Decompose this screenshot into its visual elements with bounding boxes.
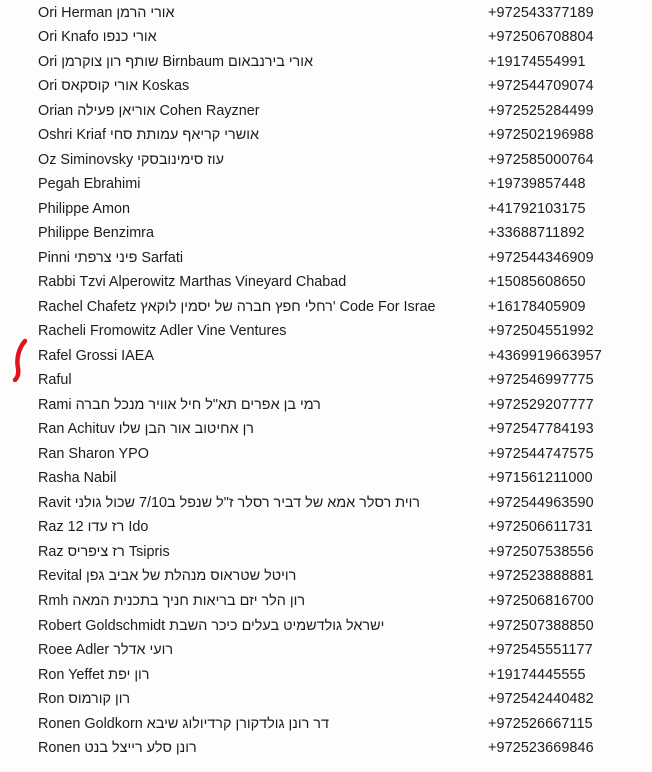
contact-phone: +15085608650	[488, 274, 586, 291]
contact-name: Ori שותף רון צוקרמן Birnbaum אורי בירנבאום	[38, 53, 314, 70]
contact-name: Ori Knafo אורי כנפו	[38, 29, 157, 46]
contact-phone: +972504551992	[488, 323, 594, 340]
contact-name: Racheli Fromowitz Adler Vine Ventures	[38, 323, 287, 340]
contact-name: Ori אורי קוסקאס Koskas	[38, 78, 190, 95]
contact-name: Rami רמי בן אפרים תא"ל חיל אוויר מנכל חברה	[38, 396, 321, 413]
contact-name: Roee Adler רועי אדלר	[38, 642, 174, 659]
contact-phone: +972585000764	[488, 151, 594, 168]
contact-phone: +972506611731	[488, 519, 593, 536]
contact-row	[0, 663, 652, 688]
contact-name: Robert Goldschmidt ישראל גולדשמיט בעלים כיכר השבת	[38, 617, 385, 634]
contact-row	[0, 344, 652, 369]
contact-phone: +972547784193	[488, 421, 594, 438]
contact-name: Rabbi Tzvi Alperowitz Marthas Vineyard Chabad	[38, 274, 347, 291]
contact-phone: +972526667115	[488, 715, 593, 732]
contact-name: Raful	[38, 372, 72, 389]
contact-phone: +4369919663957	[488, 347, 602, 364]
contact-row	[0, 564, 652, 589]
contact-row	[0, 736, 652, 761]
contact-row	[0, 442, 652, 467]
contact-phone: +19174445555	[488, 666, 586, 683]
contact-row	[0, 270, 652, 295]
contact-phone: +972523669846	[488, 740, 594, 757]
contact-phone: +19174554991	[488, 53, 586, 70]
contact-phone: +972525284499	[488, 102, 594, 119]
contact-row	[0, 515, 652, 540]
contact-name: Ron Yeffet רון יפת	[38, 666, 150, 683]
contact-name: Ran Sharon YPO	[38, 445, 149, 462]
contact-name: Ravit רוית רסלר אמא של דביר רסלר ז"ל שנפל ב7/10 שכול גולני	[38, 494, 420, 511]
contact-name: Ron רון קורמוס	[38, 691, 131, 708]
contact-row	[0, 295, 652, 320]
contact-row	[0, 368, 652, 393]
red-annotation-mark	[10, 338, 30, 382]
contact-name: Rmh רון הלר יזם בריאות חניך בתכנית המאה	[38, 592, 306, 609]
contact-name: Pinni פיני צרפתי Sarfati	[38, 249, 184, 266]
contact-name: Orian אוריאן פעילה Cohen Rayzner	[38, 102, 260, 119]
contact-row	[0, 99, 652, 124]
contact-name: Raz רז ציפריס Tsipris	[38, 543, 170, 560]
contact-name: Ran Achituv רן אחיטוב אור הבן שלו	[38, 421, 254, 438]
contact-row	[0, 614, 652, 639]
contact-row	[0, 221, 652, 246]
contact-name: Rasha Nabil	[38, 470, 117, 487]
contact-phone: +972544709074	[488, 78, 594, 95]
contact-row	[0, 712, 652, 737]
contact-name: Rafel Grossi IAEA	[38, 347, 154, 364]
contact-row	[0, 74, 652, 99]
contact-row	[0, 540, 652, 565]
contact-phone: +972543377189	[488, 4, 594, 21]
contact-row	[0, 246, 652, 271]
contact-name: Ronen רונן סלע רייצל בנט	[38, 740, 197, 757]
contact-row	[0, 417, 652, 442]
contact-phone: +33688711892	[488, 225, 585, 242]
contact-phone: +972507388850	[488, 617, 594, 634]
contact-phone: +972546997775	[488, 372, 594, 389]
contact-row	[0, 638, 652, 663]
contact-row	[0, 687, 652, 712]
contact-name: Rachel Chafetz רחלי חפץ חברה של יסמין לוקאץ' Code For Israe	[38, 298, 436, 315]
contact-phone: +972506708804	[488, 29, 594, 46]
contact-row	[0, 197, 652, 222]
contact-name: Philippe Benzimra	[38, 225, 154, 242]
contact-row	[0, 172, 652, 197]
contact-name: Raz 12 רז עדו Ido	[38, 519, 149, 536]
contact-row	[0, 319, 652, 344]
contact-phone: +972529207777	[488, 396, 594, 413]
contact-row	[0, 50, 652, 75]
contact-phone: +972507538556	[488, 543, 594, 560]
contact-row	[0, 589, 652, 614]
contact-phone: +972544346909	[488, 249, 594, 266]
contact-phone: +971561211000	[488, 470, 593, 487]
contact-row	[0, 25, 652, 50]
contact-phone: +972523888881	[488, 568, 594, 585]
contact-phone: +19739857448	[488, 176, 586, 193]
contact-name: Philippe Amon	[38, 200, 130, 217]
contact-phone: +972502196988	[488, 127, 594, 144]
contact-phone: +972542440482	[488, 691, 594, 708]
contact-name: Pegah Ebrahimi	[38, 176, 141, 193]
contact-phone: +972544963590	[488, 494, 594, 511]
contact-phone: +16178405909	[488, 298, 586, 315]
contact-row	[0, 466, 652, 491]
contact-phone: +972506816700	[488, 592, 594, 609]
contact-row	[0, 393, 652, 418]
contact-name: Revital רויטל שטראוס מנהלת של אביב גפן	[38, 568, 297, 585]
contact-name: Ori Herman אורי הרמן	[38, 4, 175, 21]
contact-phone: +972544747575	[488, 445, 594, 462]
contact-name: Oshri Kriaf אושרי קריאף עמותת סחי	[38, 127, 259, 144]
contact-row	[0, 1, 652, 26]
contact-row	[0, 148, 652, 173]
contact-row	[0, 491, 652, 516]
contact-phone: +972545551177	[488, 642, 593, 659]
contact-phone: +41792103175	[488, 200, 586, 217]
contact-name: Ronen Goldkorn דר רונן גולדקורן קרדיולוג שיבא	[38, 715, 329, 732]
contact-name: Oz Siminovsky עוז סימינובסקי	[38, 151, 225, 168]
contact-row	[0, 123, 652, 148]
